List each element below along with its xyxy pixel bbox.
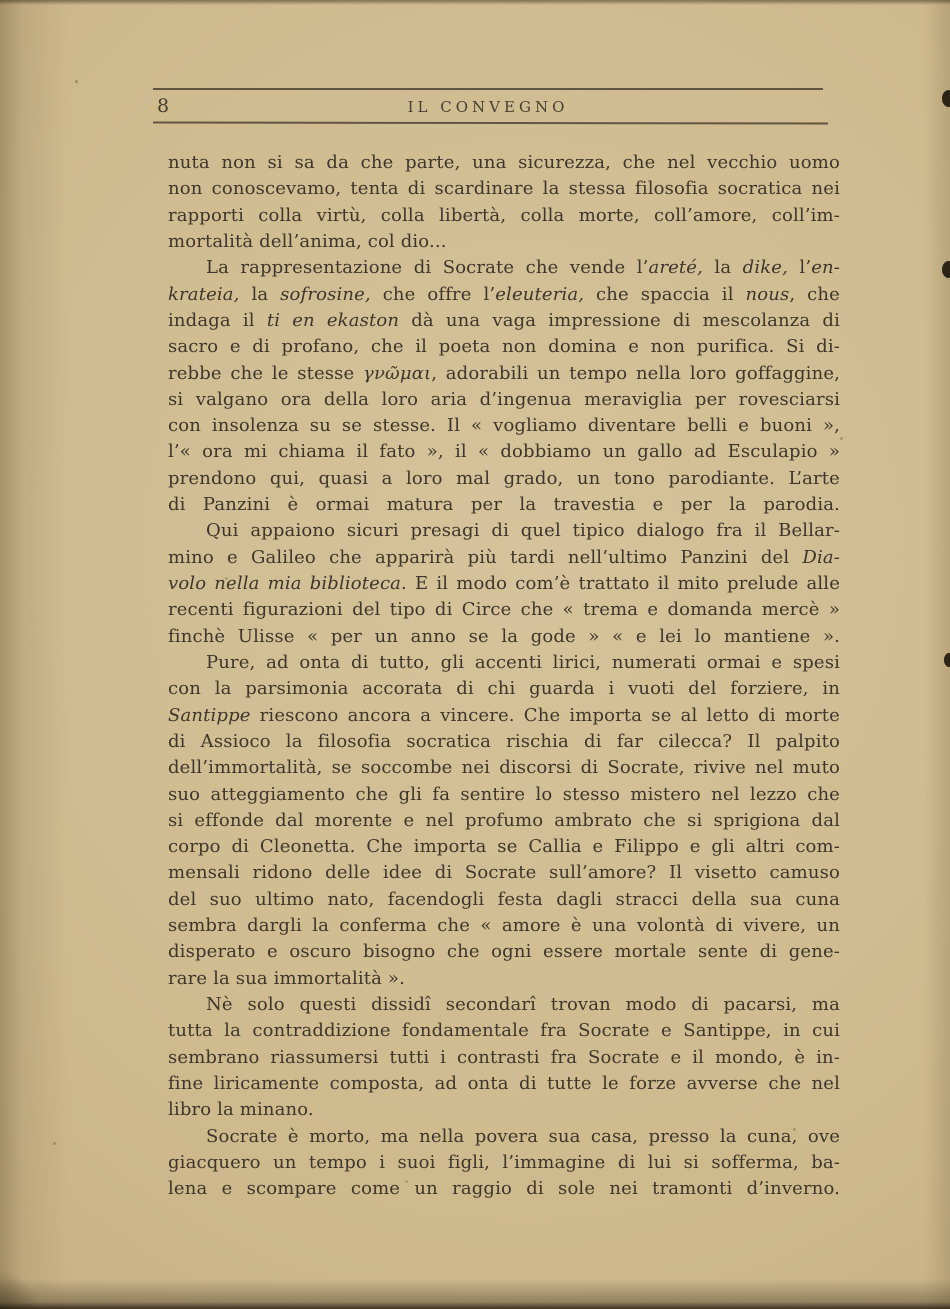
- text-line: si valgano ora della loro aria d’ingenua meraviglia per rovesciarsi: [168, 388, 840, 410]
- text-line: non conoscevamo, tenta di scardinare la stessa filosofia socratica nei: [168, 178, 840, 200]
- text-line: di Assioco la filosofia socratica rischia di far cilecca? Il palpito: [168, 730, 840, 752]
- text-line: nuta non si sa da che parte, una sicurezza, che nel vecchio uomo: [168, 152, 840, 173]
- text-line: di Panzini è ormai matura per la travestia e per la parodia.: [168, 494, 840, 516]
- text-line: l’« ora mi chiama il fato », il « dobbiamo un gallo ad Esculapio »: [168, 441, 840, 463]
- paper-specks: [75, 80, 78, 83]
- paragraph: [168, 255, 840, 518]
- text-line: sacro e di profano, che il poeta non domina e non purifica. Si di-: [168, 336, 840, 358]
- paragraph: [168, 150, 840, 255]
- text-line: Socrate è morto, ma nella povera sua casa, presso la cuna, ove: [206, 1125, 840, 1147]
- paragraph: [168, 1124, 840, 1203]
- text-line: suo atteggiamento che gli fa sentire lo stesso mistero nel lezzo che: [168, 783, 840, 805]
- header-rule-top: [153, 88, 823, 90]
- paragraph: [168, 650, 840, 992]
- text-line: Pure, ad onta di tutto, gli accenti lirici, numerati ormai e spesi: [206, 651, 840, 673]
- text-line: dell’immortalità, se soccombe nei discorsi di Socrate, rivive nel muto: [168, 757, 840, 779]
- running-title: IL CONVEGNO: [407, 98, 569, 116]
- text-line: giacquero un tempo i suoi figli, l’immagine di lui si sofferma, ba-: [168, 1151, 840, 1173]
- text-line: mino e Galileo che apparirà più tardi nell’ultimo Panzini del Dia-: [168, 546, 840, 568]
- text-line: corpo di Cleonetta. Che importa se Callia e Filippo e gli altri com-: [168, 836, 840, 858]
- text-block: [168, 150, 840, 1203]
- text-line: Qui appaiono sicuri presagi di quel tipico dialogo fra il Bellar-: [206, 520, 840, 542]
- text-line: rapporti colla virtù, colla libertà, colla morte, coll’amore, coll’im-: [168, 204, 840, 226]
- text-line: mortalità dell’anima, col dio...: [168, 230, 447, 252]
- text-line: con insolenza su se stesse. Il « vogliamo diventare belli e buoni »,: [168, 415, 840, 437]
- text-line: si effonde dal morente e nel profumo ambrato che si sprigiona dal: [168, 809, 840, 831]
- text-line: indaga il ti en ekaston dà una vaga impressione di mescolanza di: [168, 309, 840, 331]
- page-number: 8: [157, 95, 170, 117]
- text-line: rare la sua immortalità ».: [168, 967, 405, 989]
- text-line: sembrano riassumersi tutti i contrasti fra Socrate e il mondo, è in-: [168, 1046, 840, 1068]
- text-line: rebbe che le stesse γνῶμαι, adorabili un tempo nella loro goffaggine,: [168, 362, 840, 384]
- binding-mark-icon: [942, 90, 950, 107]
- text-line: Nè solo questi dissidî secondarî trovan modo di pacarsi, ma: [206, 994, 840, 1015]
- binding-mark-icon: [944, 653, 950, 667]
- text-line: Santippe riescono ancora a vincere. Che importa se al letto di morte: [168, 704, 840, 726]
- binding-mark-icon: [942, 261, 950, 278]
- text-line: fine liricamente composta, ad onta di tutte le forze avverse che nel: [168, 1072, 840, 1094]
- text-line: tutta la contraddizione fondamentale fra Socrate e Santippe, in cui: [168, 1020, 840, 1042]
- paragraph: [168, 992, 840, 1124]
- text-line: krateia, la sofrosine, che offre l’eleuteria, che spaccia il nous, che: [168, 283, 840, 305]
- text-line: finchè Ulisse « per un anno se la gode » « e lei lo mantiene ».: [168, 625, 840, 647]
- paragraph: [168, 518, 840, 650]
- text-line: con la parsimonia accorata di chi guarda i vuoti del forziere, in: [168, 678, 840, 700]
- header-rule-bottom: [153, 122, 828, 125]
- text-line: recenti figurazioni del tipo di Circe che « trema e domanda mercè »: [168, 599, 840, 621]
- text-line: lena e scompare come un raggio di sole nei tramonti d’inverno.: [168, 1178, 840, 1200]
- text-line: mensali ridono delle idee di Socrate sull’amore? Il visetto camuso: [168, 862, 840, 884]
- text-line: sembra dargli la conferma che « amore è una volontà di vivere, un: [168, 915, 840, 937]
- text-line: prendono qui, quasi a loro mal grado, un tono parodiante. L’arte: [168, 467, 840, 489]
- text-line: disperato e oscuro bisogno che ogni essere mortale sente di gene-: [168, 941, 840, 963]
- text-line: libro la minano.: [168, 1099, 314, 1121]
- text-line: La rappresentazione di Socrate che vende l’areté, la dike, l’en-: [206, 257, 840, 279]
- text-line: volo nella mia biblioteca. E il modo com’è trattato il mito prelude alle: [168, 573, 840, 594]
- text-line: del suo ultimo nato, facendogli festa dagli stracci della sua cuna: [168, 888, 840, 910]
